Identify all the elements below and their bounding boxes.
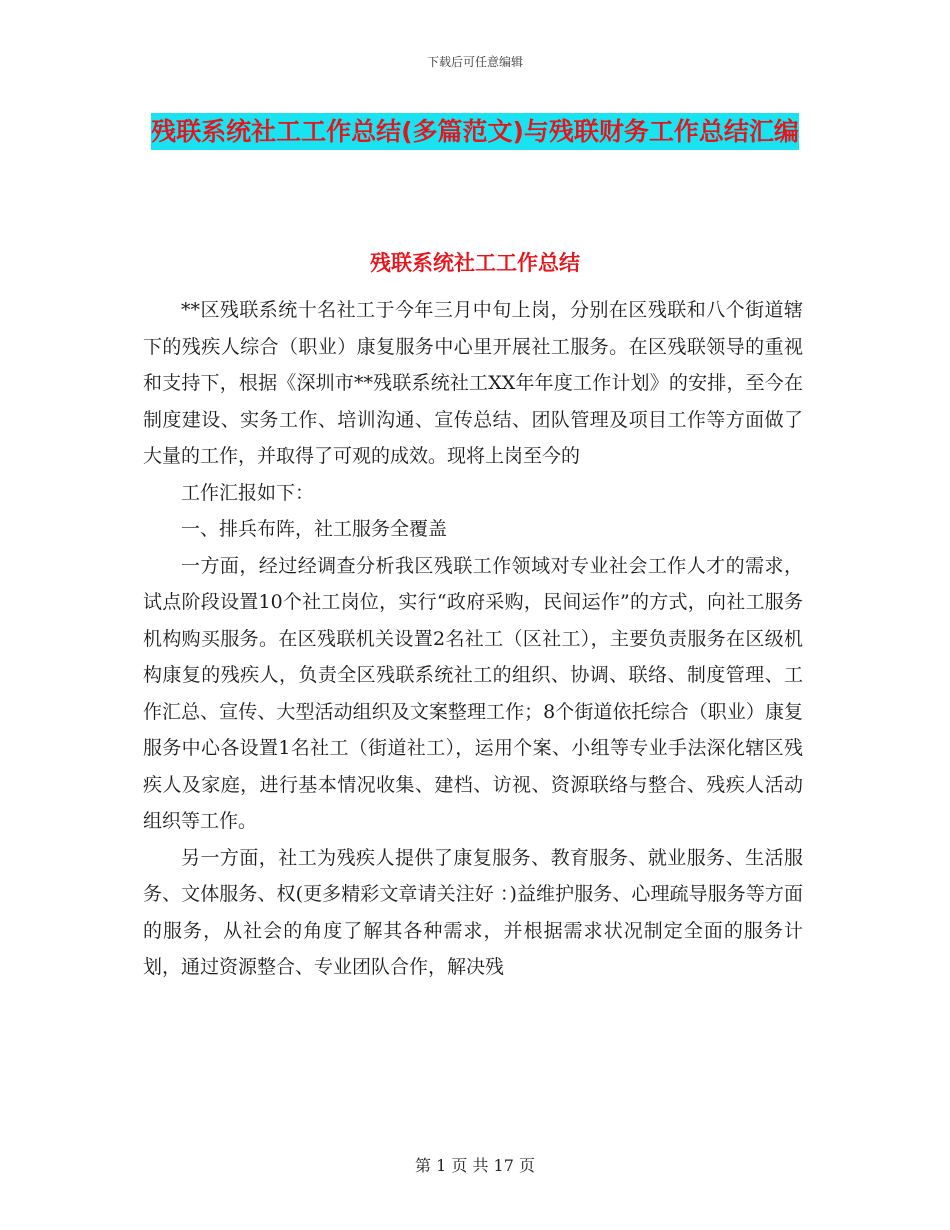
- document-body: [143, 292, 803, 986]
- document-title: [150, 108, 800, 156]
- paragraph: 工作汇报如下：: [181, 481, 315, 504]
- page-header-note: 下载后可任意编辑: [426, 55, 523, 69]
- document-title-text: 残联系统社工工作总结(多篇范文)与残联财务工作总结汇编: [151, 113, 799, 150]
- section-title: 残联系统社工工作总结: [370, 251, 580, 275]
- paragraph: 一方面，经过经调查分析我区残联工作领域对专业社会工作人才的需求，试点阶段设置10个社工岗位，实行“政府采购，民间运作”的方式，向社工服务机构购买服务。在区残联机关设置2名社工（区社工），主要负责服务在区级机构康复的残疾人，负责全区残联系统社工的组织、协调、联络、制度管理、工作汇总、宣传、大型活动组织及文案整理工作；8个街道依托综合（职业）康复服务中心各设置1名社工（街道社工），运用个案、小组等专业手法深化辖区残疾人及家庭，进行基本情况收集、建档、访视、资源联络与整合、残疾人活动组织等工作。: [143, 554, 803, 832]
- paragraph: 一、排兵布阵，社工服务全覆盖: [181, 518, 448, 540]
- page-number: 第 1 页 共 17 页: [415, 1156, 535, 1175]
- paragraph: **区残联系统十名社工于今年三月中旬上岗，分别在区残联和八个街道辖下的残疾人综合（职业）康复服务中心里开展社工服务。在区残联领导的重视和支持下，根据《深圳市**残联系统社工XX年年度工作计划》的安排，至今在制度建设、实务工作、培训沟通、宣传总结、团队管理及项目工作等方面做了大量的工作，并取得了可观的成效。现将上岗至今的: [143, 299, 803, 467]
- paragraph: 另一方面，社工为残疾人提供了康复服务、教育服务、就业服务、生活服务、文体服务、权(更多精彩文章请关注好 ：)益维护服务、心理疏导服务等方面的服务，从社会的角度了解其各种需求，并根据需求状况制定全面的服务计划，通过资源整合、专业团队合作，解决残: [143, 846, 803, 978]
